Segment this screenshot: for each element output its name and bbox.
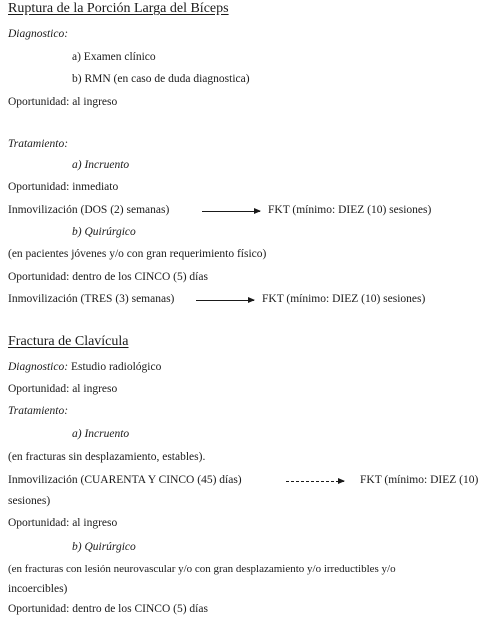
incruento-oportunidad: Oportunidad: al ingreso	[8, 517, 118, 529]
diagnostico-label: Diagnostico:	[8, 28, 69, 40]
section-title-clavicula: Fractura de Clavícula	[8, 334, 129, 349]
tratamiento-label: Tratamiento:	[8, 405, 69, 417]
section-title-biceps: Ruptura de la Porción Larga del Bíceps	[8, 1, 229, 16]
oportunidad-text: Oportunidad: al ingreso	[8, 383, 118, 395]
incruento-fkt-cont: sesiones)	[8, 495, 51, 507]
arrow-icon	[202, 211, 260, 212]
diagnostico-line	[8, 360, 161, 374]
diagnostico-item-b: b) RMN (en caso de duda diagnostica)	[72, 73, 250, 85]
quirurgico-fkt: FKT (mínimo: DIEZ (10) sesiones)	[262, 293, 426, 305]
incruento-inmovilizacion: Inmovilización (CUARENTA Y CINCO (45) días)	[8, 474, 242, 486]
quirurgico-label: b) Quirúrgico	[72, 541, 136, 553]
incruento-note: (en fracturas sin desplazamiento, estables).	[8, 451, 206, 463]
arrow-icon	[286, 481, 344, 482]
quirurgico-label: b) Quirúrgico	[72, 226, 136, 238]
quirurgico-oportunidad: Oportunidad: dentro de los CINCO (5) días	[8, 603, 208, 615]
incruento-oportunidad: Oportunidad: inmediato	[8, 181, 119, 193]
incruento-label: a) Incruento	[72, 159, 130, 171]
quirurgico-inmovilizacion: Inmovilización (TRES (3) semanas)	[8, 293, 175, 305]
quirurgico-note-line2: incoercibles)	[8, 583, 68, 595]
oportunidad-text: Oportunidad: al ingreso	[8, 96, 118, 108]
tratamiento-label: Tratamiento:	[8, 138, 69, 150]
incruento-fkt: FKT (mínimo: DIEZ (10) sesiones)	[268, 204, 432, 216]
quirurgico-note: (en pacientes jóvenes y/o con gran requerimiento físico)	[8, 248, 267, 260]
diagnostico-label: Diagnostico:	[8, 361, 69, 373]
arrow-icon	[196, 300, 254, 301]
diagnostico-value: Estudio radiológico	[70, 361, 162, 373]
diagnostico-item-a: a) Examen clínico	[72, 51, 156, 63]
incruento-label: a) Incruento	[72, 428, 130, 440]
incruento-inmovilizacion: Inmovilización (DOS (2) semanas)	[8, 204, 170, 216]
quirurgico-oportunidad: Oportunidad: dentro de los CINCO (5) días	[8, 271, 208, 283]
quirurgico-note-line1: (en fracturas con lesión neurovascular y/o con gran desplazamiento y/o irreductibles y/o	[8, 563, 396, 575]
incruento-fkt: FKT (mínimo: DIEZ (10)	[360, 474, 479, 486]
